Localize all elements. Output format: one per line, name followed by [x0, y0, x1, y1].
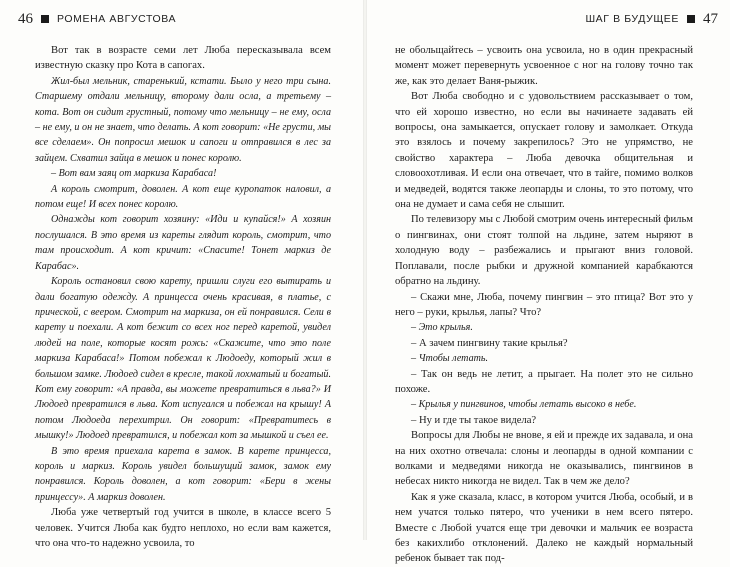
left-page [0, 0, 363, 549]
right-running-head [585, 9, 718, 29]
right-page-text [395, 43, 693, 567]
paragraph: Однажды кот говорит хозяину: «Иди и купайся!» А хозяин послушался. В это время из кареты глядит король, смотрит, что там происходит. А кот кричит: «Спасите! Тонет маркиз де Карабас». [35, 214, 331, 272]
paragraph: Вот Люба свободно и с удовольствием рассказывает о том, что ей хорошо известно, но если вы начинаете задавать ей вопросы, она замыкается, опускает голову и замолкает. Откуда это взялось и почему закрепилось? Это не упрямство, не свойство характера – Люба девочка общительная и словоохотливая. И если она отвечает, что в тайге, помимо волков и медведей, водятся также леопарды и слоны, то это потому, что она не думает и сама себя не слышит. [395, 91, 693, 211]
right-page [367, 0, 730, 565]
right-page-number: 47 [703, 10, 718, 27]
right-running-head-title: ШАГ В БУДУЩЕЕ [585, 13, 679, 25]
paragraph: В это время приехала карета в замок. В карете принцесса, король и маркиз. Король увидел большущий замок, замок ему понравился. Король доволен, а кот говорит: «Бери в жены принцессу». А маркиз доволен. [35, 445, 331, 503]
paragraph: – Чтобы летать. [411, 353, 489, 365]
left-running-head [18, 9, 176, 29]
paragraph: Люба уже четвертый год учится в школе, в классе всего 5 человек. Учится Люба как будто неплохо, но если вам кажется, что она что-то надежно усвоила, то [35, 507, 331, 549]
paragraph: – Вот вам заяц от маркиза Карабаса! [51, 168, 217, 180]
paragraph: – Так он ведь не летит, а прыгает. На полет это не сильно похоже. [395, 368, 693, 395]
left-running-head-title: РОМЕНА АВГУСТОВА [57, 13, 177, 25]
paragraph: Вот так в возрасте семи лет Люба пересказывала всем известную сказку про Кота в сапогах. [35, 45, 331, 72]
left-page-text [35, 43, 331, 551]
paragraph: Жил-был мельник, старенький, кстати. Было у него три сына. Старшему отдали мельницу, второму дали осла, а третьему – кота. Вот он сидит грустный, потому что мельницу – не ему, осла – не ему, и он не знает, что делать. А кот говорит: «Не грусти, мы все сделаем». Он попросил мешок и сапоги и отправился в лес за зайцем. Схватил зайца в мешок и понес королю. [35, 75, 331, 164]
paragraph: – Крылья у пингвинов, чтобы летать высоко в небе. [411, 399, 637, 411]
paragraph: Вопросы для Любы не внове, я ей и прежде их задавала, и она на них охотно отвечала: слоны и леопарды в одной компании с волками и медведями никогда не оказывались, пингвинов в небесах никто никогда не видел. Так в чем же дело? [395, 430, 693, 488]
paragraph: не обольщайтесь – усвоить она усвоила, но в один прекрасный момент может перевернуть усвоенное с ног на голову точно так же, как это делает Ваня-рыжик. [395, 45, 693, 87]
square-marker-icon [687, 15, 695, 23]
left-page-number: 46 [18, 10, 33, 27]
paragraph: А король смотрит, доволен. А кот еще куропаток наловил, а потом еще! И всех понес королю. [35, 183, 331, 211]
paragraph: – А зачем пингвину такие крылья? [411, 337, 568, 349]
paragraph: – Ну и где ты такое видела? [411, 414, 537, 426]
paragraph: – Скажи мне, Люба, почему пингвин – это птица? Вот это у него – руки, крылья, лапы? Что? [395, 291, 693, 318]
paragraph: – Это крылья. [411, 322, 473, 334]
paragraph: По телевизору мы с Любой смотрим очень интересный фильм о пингвинах, они стоят толпой на льдине, затем ныряют в холодную воду – разбежались и прыгают вниз головой. Поплавали, после рыбки и дружной компанией карабкаются обратно на льдину. [395, 214, 693, 288]
paragraph: Король остановил свою карету, пришли слуги его вытирать и дали богатую одежду. А принцесса очень красивая, в платье, с прической, с веером. Смотрит на маркиза, он ей понравился. Сели в карету и поехали. А кот бежит со всех ног перед каретой, увидел людей на поле, которые косят рожь: «Скажите, что это поле маркиза Карабаса!» Потом побежал к Людоеду, который жил в большом замке. Людоед сидел в кресле, такой лохматый и богатый. Кот ему говорит: «А правда, вы можете превратиться в льва?» И Людоед превратился в льва. Кот испугался и побежал на крышу! А потом Людоеда перехитрил. Он говорит: «Превратитесь в мышку!» Людоед превратился, и побежал кот за мышкой и съел ее. [35, 276, 331, 442]
paragraph: Как я уже сказала, класс, в котором учится Люба, особый, и в нем учатся только пятеро, что ученики в нем всего пятеро. Вместе с Любой учатся еще три девочки и мальчик ее возраста без какихлибо отклонений. Далеко не каждый нормальный ребенок бывает так под- [395, 491, 693, 565]
square-marker-icon [41, 15, 49, 23]
